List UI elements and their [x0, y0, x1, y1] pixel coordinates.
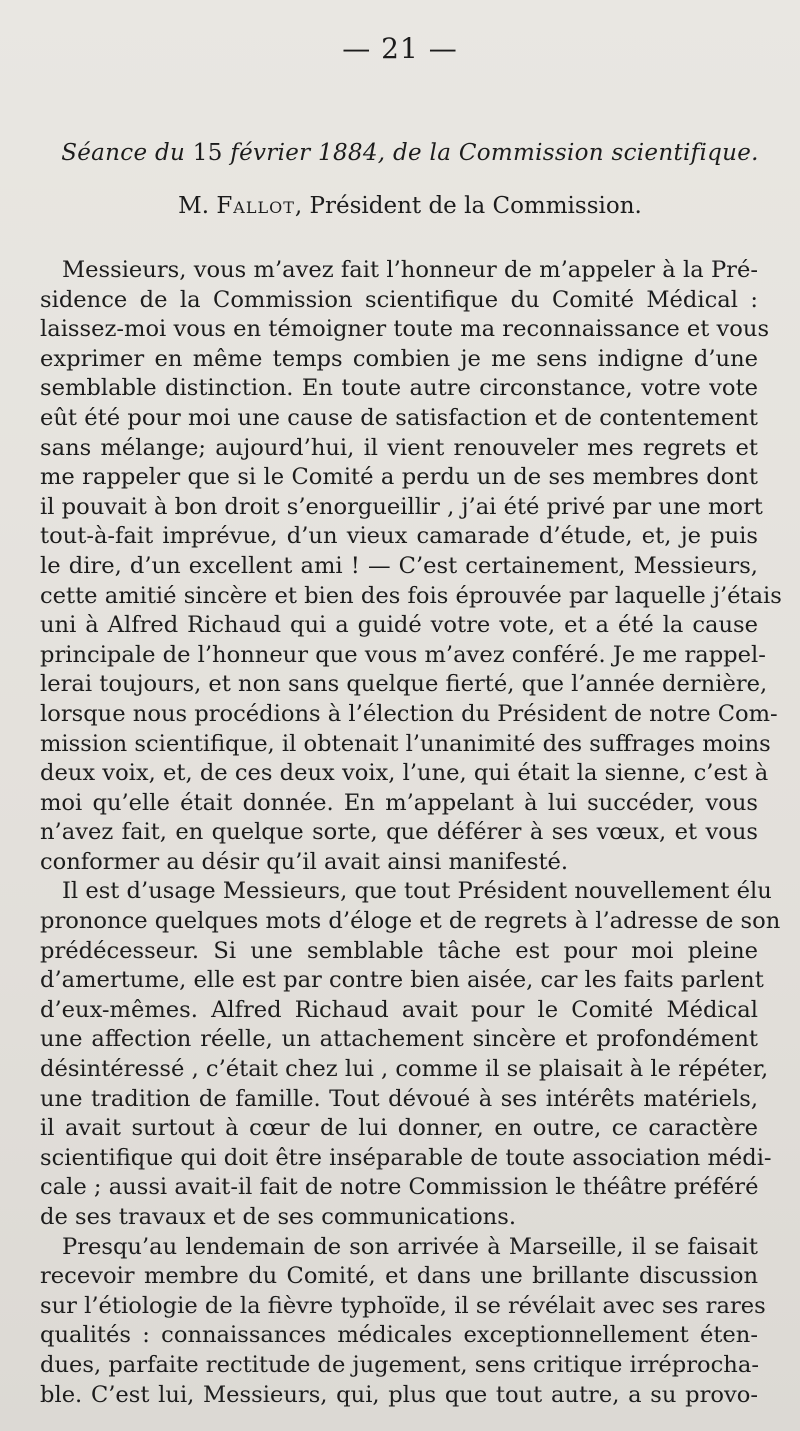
text-line: conformer au désir qu’il avait ainsi manifesté. [40, 848, 569, 875]
text-line: Il est d’usage Messieurs, que tout Président nouvellement élu [62, 878, 772, 905]
session-heading-part2: février 1884, de la Commission scientifique. [230, 140, 759, 166]
text-line: eût été pour moi une cause de satisfaction et de contentement [40, 404, 758, 431]
body-text [40, 256, 782, 1410]
text-line: tout-à-fait imprévue, d’un vieux camarade d’étude, et, je puis [40, 523, 758, 550]
text-line: sans mélange; aujourd’hui, il vient renouveler mes regrets et [40, 434, 758, 461]
text-line: cale ; aussi avait-il fait de notre Commission le théâtre préféré [40, 1174, 759, 1201]
text-line: uni à Alfred Richaud qui a guidé votre vote, et a été la cause [40, 612, 758, 639]
paragraph [40, 256, 782, 877]
text-line: lerai toujours, et non sans quelque fierté, que l’année dernière, [40, 671, 768, 698]
text-line: Messieurs, vous m’avez fait l’honneur de m’appeler à la Pré- [62, 257, 758, 283]
text-line: prononce quelques mots d’éloge et de regrets à l’adresse de son [40, 908, 781, 935]
session-heading-day: 15 [192, 140, 223, 166]
president-line [40, 193, 780, 219]
text-line: le dire, d’un excellent ami ! — C’est certainement, Messieurs, [40, 552, 758, 579]
page-number: — 21 — [342, 32, 458, 65]
text-line: moi qu’elle était donnée. En m’appelant à lui succéder, vous [40, 789, 758, 816]
text-line: scientifique qui doit être inséparable de toute association médi- [40, 1144, 772, 1171]
text-line: une tradition de famille. Tout dévoué à ses intérêts matériels, [40, 1085, 758, 1112]
text-line: exprimer en même temps combien je me sens indigne d’une [40, 345, 758, 372]
text-line: sidence de la Commission scientifique du Comité Médical : [40, 286, 758, 313]
president-prefix: M. [178, 193, 217, 219]
text-line: deux voix, et, de ces deux voix, l’une, qui était la sienne, c’est à [40, 760, 769, 787]
text-line: principale de l’honneur que vous m’avez conféré. Je me rappel- [40, 641, 766, 668]
text-line: sur l’étiologie de la fièvre typhoïde, il se révélait avec ses rares [40, 1292, 766, 1319]
session-heading-part1: Séance du [61, 140, 186, 166]
text-line: mission scientifique, il obtenait l’unanimité des suffrages moins [40, 730, 771, 757]
text-line: il pouvait à bon droit s’enorgueillir , j’ai été privé par une mort [40, 493, 763, 520]
text-line: cette amitié sincère et bien des fois éprouvée par laquelle j’étais [40, 582, 782, 609]
text-line: lorsque nous procédions à l’élection du Président de notre Com- [40, 700, 778, 727]
text-line: de ses travaux et de ses communications. [40, 1204, 517, 1230]
text-line: semblable distinction. En toute autre circonstance, votre vote [40, 375, 758, 402]
text-line: prédécesseur. Si une semblable tâche est pour moi pleine [40, 937, 758, 964]
text-line: n’avez fait, en quelque sorte, que déférer à ses vœux, et vous [40, 819, 758, 846]
text-line: désintéressé , c’était chez lui , comme il se plaisait à le répéter, [40, 1056, 769, 1083]
text-line: dues, parfaite rectitude de jugement, sens critique irréprocha- [40, 1351, 759, 1378]
text-line: Presqu’au lendemain de son arrivée à Marseille, il se faisait [62, 1233, 758, 1260]
president-title: , Président de la Commission. [294, 193, 642, 219]
text-line: qualités : connaissances médicales exceptionnellement éten- [40, 1322, 758, 1349]
text-line: laissez-moi vous en témoigner toute ma reconnaissance et vous [40, 316, 770, 343]
paragraph [40, 1233, 766, 1411]
text-line: d’amertume, elle est par contre bien aisée, car les faits parlent [40, 967, 764, 994]
paragraph [40, 877, 781, 1232]
text-line: d’eux-mêmes. Alfred Richaud avait pour le Comité Médical [40, 996, 758, 1023]
text-line: recevoir membre du Comité, et dans une brillante discussion [40, 1263, 758, 1290]
session-heading [40, 140, 780, 166]
text-line: il avait surtout à cœur de lui donner, en outre, ce caractère [40, 1115, 758, 1142]
text-line: une affection réelle, un attachement sincère et profondément [40, 1026, 758, 1053]
text-line: ble. C’est lui, Messieurs, qui, plus que tout autre, a su provo- [40, 1381, 758, 1408]
text-line: me rappeler que si le Comité a perdu un de ses membres dont [40, 464, 758, 491]
president-name: Fallot [216, 193, 295, 219]
